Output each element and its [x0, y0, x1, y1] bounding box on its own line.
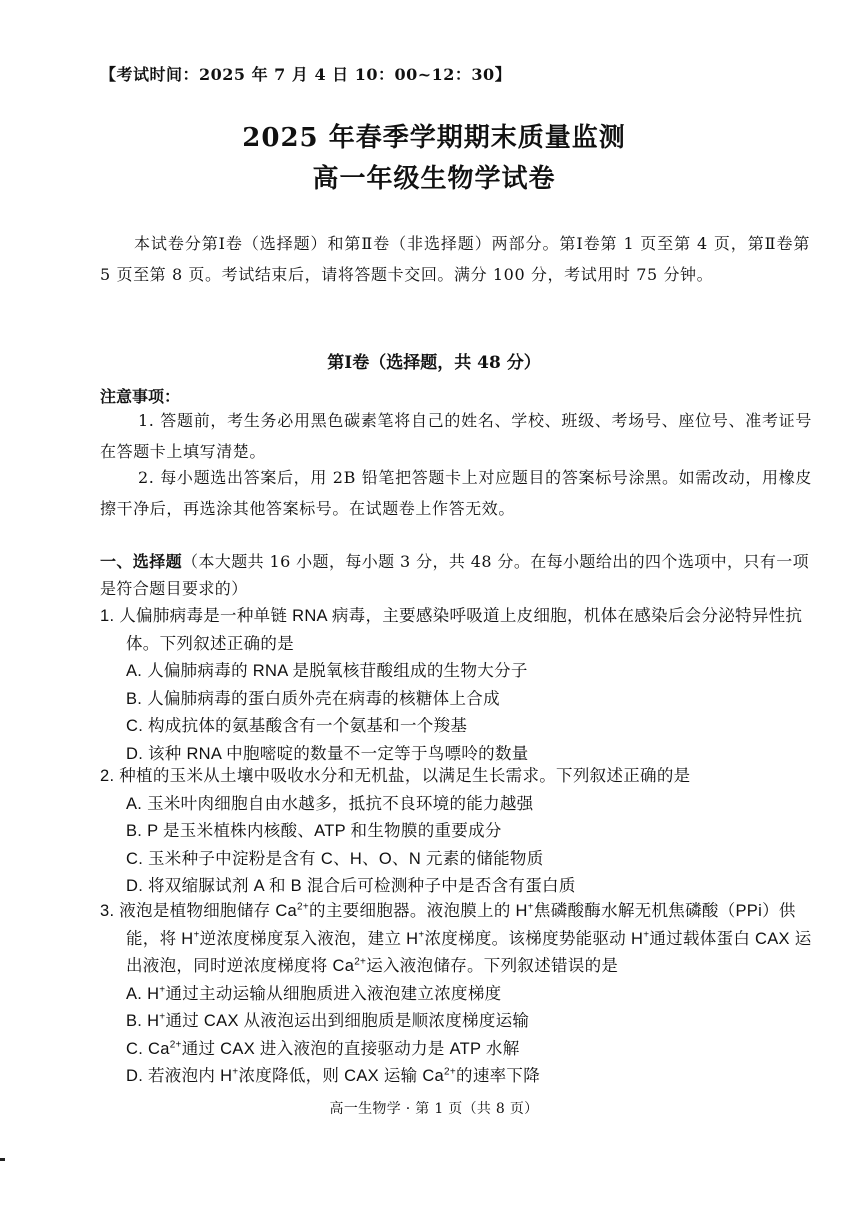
h-charge: + [159, 984, 166, 995]
scan-edge-mark [0, 1158, 5, 1161]
h-charge: + [418, 929, 425, 940]
q3-stem-part: 的主要细胞器。液泡膜上的 H [309, 902, 528, 920]
q3-a-part: 通过主动运输从细胞质进入液泡建立浓度梯度 [165, 984, 502, 1003]
notice-item-1: 1. 答题前，考生务必用黑色碳素笔将自己的姓名、学校、班级、考场号、座位号、准考证号在答题卡上填写清楚。 [100, 411, 812, 461]
notice-title: 注意事项： [100, 387, 181, 406]
q3-d-part: 的速率下降 [456, 1067, 541, 1085]
question-1 [100, 603, 812, 768]
section-title: 第Ⅰ卷（选择题，共 48 分） [327, 353, 541, 373]
q3-stem-part: 3. 液泡是植物细胞储存 Ca [100, 902, 298, 920]
notice-item-2: 2. 每小题选出答案后，用 2B 铅笔把答题卡上对应题目的答案标号涂黑。如需改动，用橡皮擦干净后，再选涂其他答案标号。在试题卷上作答无效。 [100, 468, 812, 518]
h-charge: + [643, 929, 650, 940]
question-1-stem: 1. 人偏肺病毒是一种单链 RNA 病毒，主要感染呼吸道上皮细胞，机体在感染后会分泌特异性抗体。下列叙述正确的是 [100, 607, 803, 653]
question-2-option-a: A. 玉米叶肉细胞自由水越多，抵抗不良环境的能力越强 [126, 794, 534, 813]
exam-time: 【考试时间：2025 年 7 月 4 日 10：00~12：30】 [100, 65, 512, 84]
q3-stem-part: 浓度梯度。该梯度势能驱动 H [424, 929, 644, 948]
q3-a-part: A. H [126, 984, 160, 1003]
q3-c-part: 通过 CAX 进入液泡的直接驱动力是 ATP 水解 [181, 1039, 520, 1058]
question-3 [100, 898, 812, 1091]
question-2-option-d: D. 将双缩脲试剂 A 和 B 混合后可检测种子中是否含有蛋白质 [126, 877, 576, 895]
q3-stem-part: 逆浓度梯度泵入液泡，建立 H [199, 929, 419, 948]
question-3-option-d [100, 1063, 812, 1091]
page-footer: 高一生物学 · 第 1 页（共 8 页） [329, 1101, 539, 1117]
question-3-option-c [100, 1036, 812, 1064]
question-2-stem: 2. 种植的玉米从土壤中吸收水分和无机盐，以满足生长需求。下列叙述正确的是 [100, 767, 691, 785]
question-1-option-b: B. 人偏肺病毒的蛋白质外壳在病毒的核糖体上合成 [126, 689, 500, 708]
question-1-option-c: C. 构成抗体的氨基酸含有一个氨基和一个羧基 [126, 717, 468, 735]
q3-d-part: D. 若液泡内 H [126, 1067, 233, 1085]
question-3-option-a [100, 981, 812, 1009]
q3-stem-part: 运入液泡储存。下列叙述错误的是 [366, 957, 619, 975]
q3-c-part: C. Ca [126, 1039, 170, 1058]
mc-section-desc: （本大题共 16 小题，每小题 3 分，共 48 分。在每小题给出的四个选项中，只有一项是符合题目要求的） [100, 552, 810, 598]
mc-section-label: 一、选择题 [100, 552, 183, 571]
question-2-option-b: B. P 是玉米植株内核酸、ATP 和生物膜的重要成分 [126, 822, 502, 840]
question-3-stem [100, 898, 812, 981]
ca-charge: 2+ [297, 901, 310, 913]
exam-title: 2025 年春季学期期末质量监测 [242, 123, 626, 153]
question-2-option-c: C. 玉米种子中淀粉是含有 C、H、O、N 元素的储能物质 [126, 849, 544, 868]
mc-section-header [100, 548, 812, 602]
q3-stem-part: 通过载体蛋白 CAX 运出液泡，同时逆浓度梯度将 Ca [126, 929, 812, 975]
ca-charge: 2+ [169, 1039, 182, 1050]
h-charge: + [159, 1011, 166, 1023]
question-3-option-b [100, 1008, 812, 1036]
h-charge: + [527, 901, 534, 913]
h-charge: + [193, 929, 200, 940]
question-1-option-a: A. 人偏肺病毒的 RNA 是脱氧核苷酸组成的生物大分子 [126, 662, 528, 680]
exam-subtitle: 高一年级生物学试卷 [312, 164, 556, 194]
question-2 [100, 763, 812, 901]
h-charge: + [232, 1066, 239, 1078]
q3-b-part: B. H [126, 1012, 160, 1030]
q3-stem-part: 焦磷酸酶水解无机焦磷酸（PPi）供能，将 H [126, 902, 796, 948]
intro-paragraph: 本试卷分第Ⅰ卷（选择题）和第Ⅱ卷（非选择题）两部分。第Ⅰ卷第 1 页至第 4 页，第Ⅱ卷第 5 页至第 8 页。考试结束后，请将答题卡交回。满分 100 分，考试用时 75 分钟。 [100, 234, 810, 284]
q3-d-part: 浓度降低，则 CAX 运输 Ca [238, 1067, 445, 1085]
question-1-option-d: D. 该种 RNA 中胞嘧啶的数量不一定等于鸟嘌呤的数量 [126, 744, 529, 763]
ca-charge: 2+ [444, 1066, 457, 1078]
q3-b-part: 通过 CAX 从液泡运出到细胞质是顺浓度梯度运输 [165, 1012, 530, 1030]
ca-charge: 2+ [354, 956, 367, 968]
